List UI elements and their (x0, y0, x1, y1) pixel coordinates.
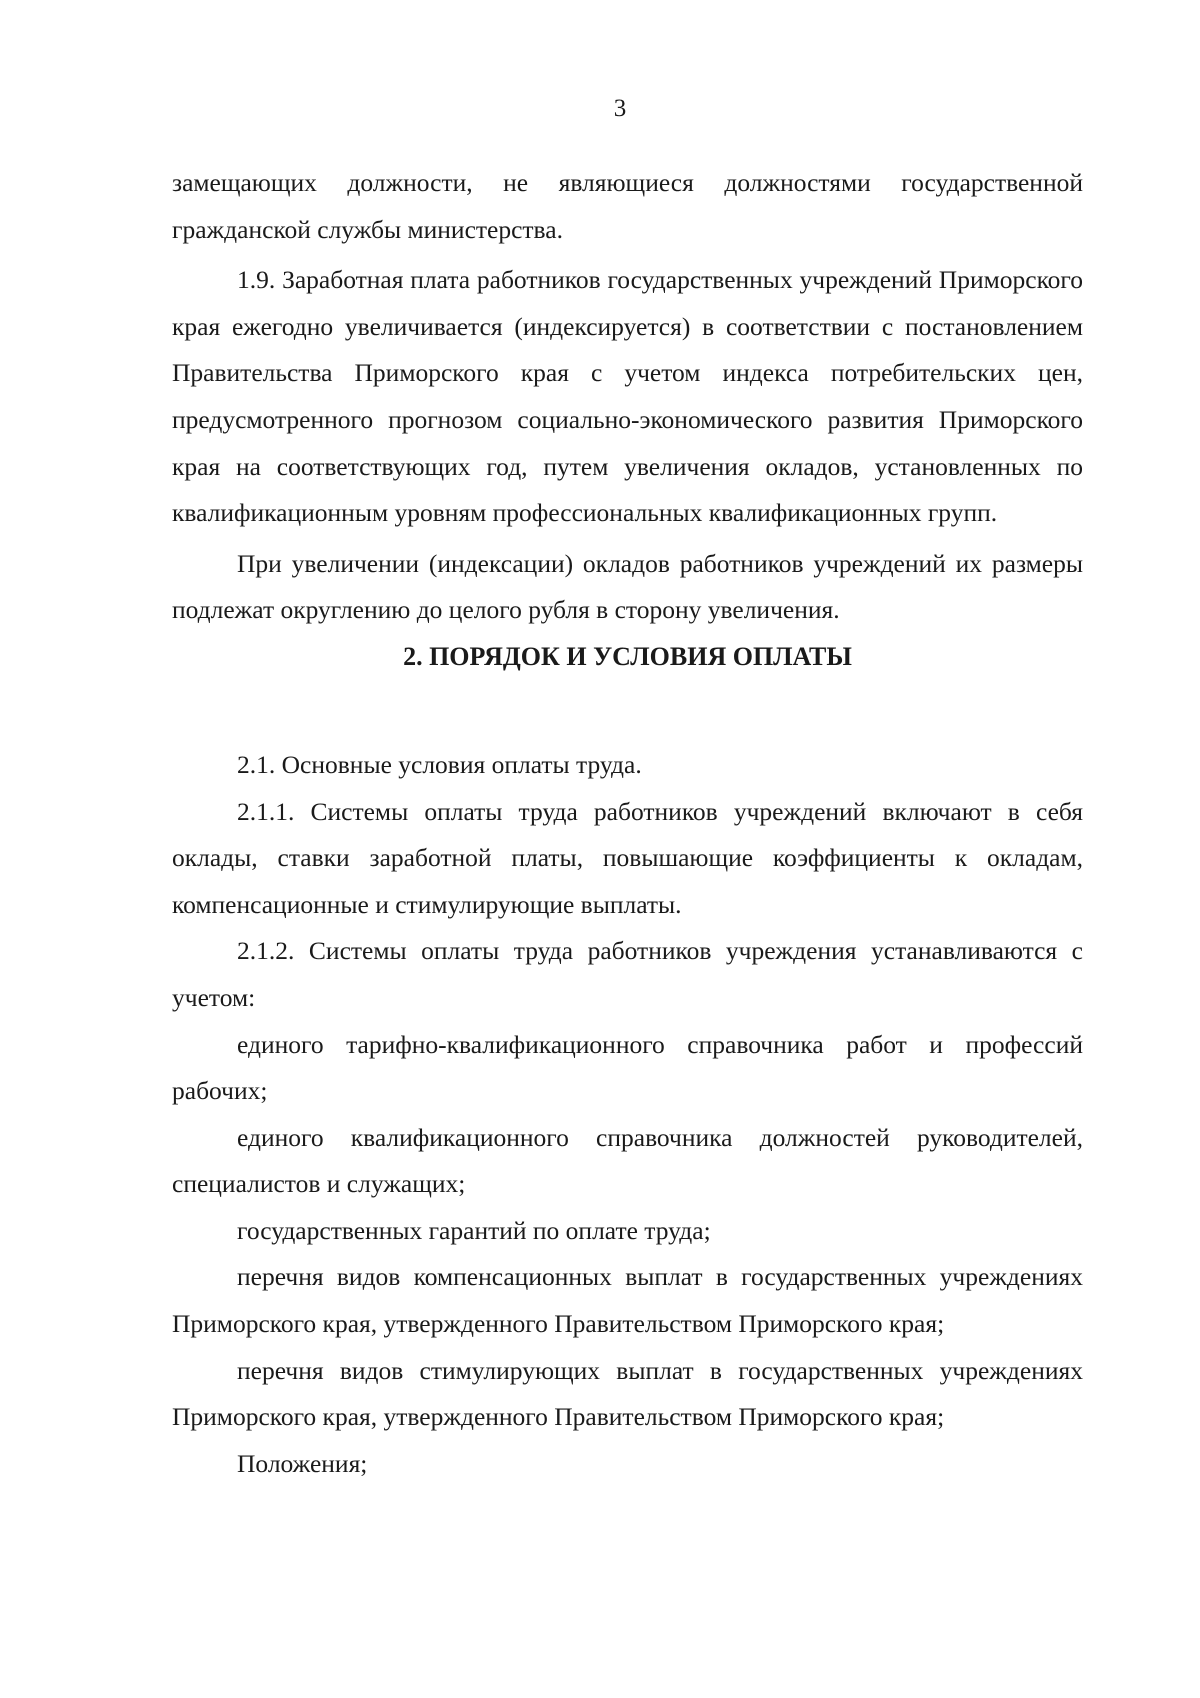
paragraph-2-1-2: 2.1.2. Системы оплаты труда работников учреждения устанавливаются с учетом: (172, 936, 1083, 1012)
list-item-tariff-handbook: единого тарифно-квалификационного справочника работ и профессий рабочих; (172, 1029, 1083, 1106)
list-item-incentive-payments: перечня видов стимулирующих выплат в государственных учреждениях Приморского края, утвержденного Правительством Приморского края; (172, 1355, 1083, 1432)
list-item-qualification-handbook: единого квалификационного справочника должностей руководителей, специалистов и служащих; (172, 1122, 1083, 1199)
page-number: 3 (613, 95, 627, 122)
list-item-compensation-payments: перечня видов компенсационных выплат в государственных учреждениях Приморского края, утвержденного Правительством Приморского края; (172, 1262, 1083, 1339)
list-item-state-guarantees: государственных гарантий по оплате труда; (237, 1215, 711, 1245)
paragraph-1-9: 1.9. Заработная плата работников государственных учреждений Приморского края ежегодно увеличивается (индексируется) в соответствии с постановлением Правительства Приморского края с учетом индекса потребительских цен, предусмотренного прогнозом социально-экономического развития Приморского края на соответствующих год, путем увеличения окладов, установленных по квалификационным уровням профессиональных квалификационных групп. (172, 265, 1083, 528)
paragraph-rounding: При увеличении (индексации) окладов работников учреждений их размеры подлежат округлению до целого рубля в сторону увеличения. (172, 548, 1083, 625)
document-body (172, 160, 1083, 1487)
section-heading: 2. ПОРЯДОК И УСЛОВИЯ ОПЛАТЫ (403, 641, 852, 671)
paragraph-continuation: замещающих должности, не являющиеся должностями государственной гражданской службы министерства. (172, 168, 1083, 244)
paragraph-2-1: 2.1. Основные условия оплаты труда. (237, 749, 642, 779)
list-item-regulation: Положения; (237, 1448, 368, 1478)
paragraph-2-1-1: 2.1.1. Системы оплаты труда работников учреждений включают в себя оклады, ставки заработной платы, повышающие коэффициенты к окладам, компенсационные и стимулирующие выплаты. (172, 796, 1083, 919)
